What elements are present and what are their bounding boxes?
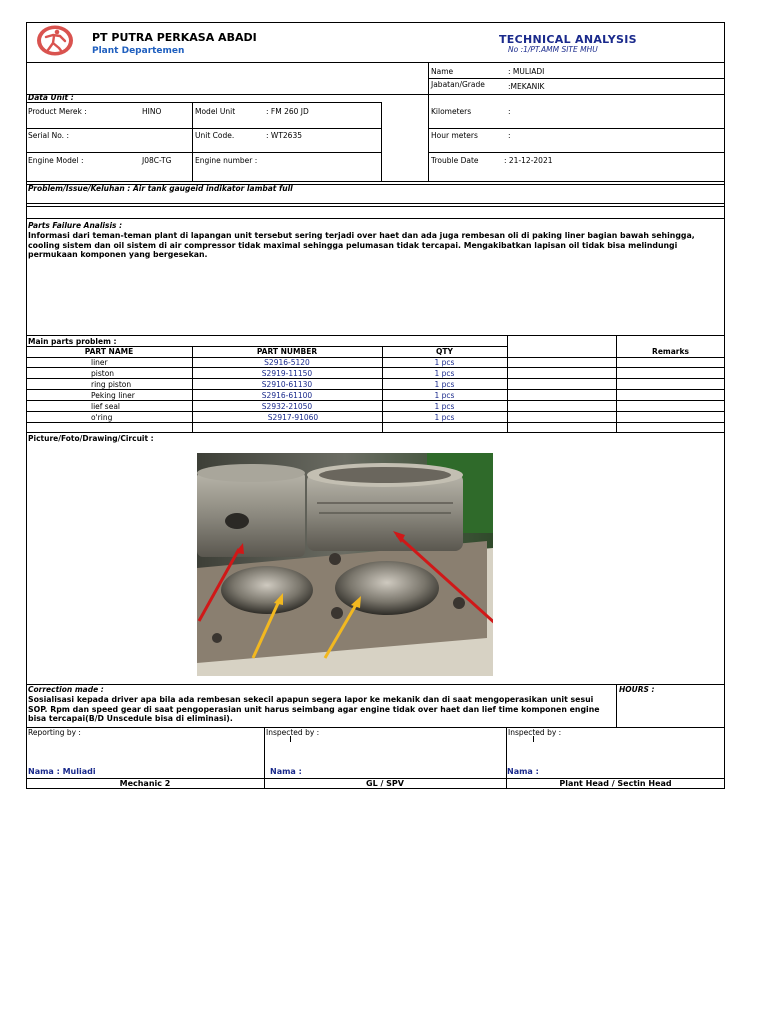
col-part-name: PART NAME <box>84 347 134 356</box>
table-row-qty: 1 pcs <box>434 402 455 411</box>
inspected-by-label-2: Inspected by : <box>508 728 562 737</box>
divider <box>290 736 291 742</box>
data-unit-heading: Data Unit : <box>28 93 74 102</box>
name-label: Name <box>431 67 454 76</box>
table-row-part-name: liner <box>91 358 108 367</box>
table-row-part-number: S2910-61130 <box>261 380 313 389</box>
role-plant-head: Plant Head / Sectin Head <box>559 779 672 788</box>
table-row-part-name: ring piston <box>91 380 132 389</box>
model-value: : FM 260 JD <box>266 107 309 116</box>
engine-number-label: Engine number : <box>195 156 258 165</box>
table-row-part-number: S2916-5120 <box>264 358 310 367</box>
engine-parts-photo <box>197 453 493 676</box>
table-row-part-number: S2917-91060 <box>267 413 319 422</box>
inspected-by-label-1: Inspected by : <box>266 728 320 737</box>
document-number: No :1/PT.AMM SITE MHU <box>508 45 598 54</box>
table-row-qty: 1 pcs <box>434 391 455 400</box>
table-row-part-number: S2919-11150 <box>261 369 313 378</box>
unit-code-label: Unit Code. <box>195 131 235 140</box>
signer-name-2: Nama : <box>270 767 302 776</box>
unit-code-value: : WT2635 <box>266 131 302 140</box>
divider <box>533 736 534 742</box>
grade-label: Jabatan/Grade <box>431 80 485 89</box>
km-label: Kilometers <box>431 107 472 116</box>
document-title: TECHNICAL ANALYSIS <box>499 33 637 46</box>
km-value: : <box>508 107 511 116</box>
signer-name-1: Nama : Muliadi <box>28 767 96 776</box>
table-row-part-number: S2932-21050 <box>261 402 313 411</box>
table-row-part-name: lief seal <box>91 402 121 411</box>
correction-text: Sosialisasi kepada driver apa bila ada rembesan sekecil apapun segera lapor ke mekanik dan di saat mengoperasikan unit sesui SOP. Rpm dan speed gear di saat pengoperasian unit harus seimbang agar engine tidak over haet dan lief time komponen engine bisa tercapai(B/D Unscedule bisa di eliminasi). <box>28 695 600 724</box>
hm-label: Hour meters <box>431 131 478 140</box>
product-label: Product Merek : <box>28 107 87 116</box>
reporting-by-label: Reporting by : <box>28 728 81 737</box>
table-row-part-number: S2916-61100 <box>261 391 313 400</box>
hm-value: : <box>508 131 511 140</box>
table-row-part-name: piston <box>91 369 115 378</box>
correction-heading: Correction made : <box>28 685 104 694</box>
engine-model-value: J08C-TG <box>142 156 172 165</box>
picture-heading: Picture/Foto/Drawing/Circuit : <box>28 434 154 443</box>
signer-name-3: Nama : <box>507 767 539 776</box>
grade-value: :MEKANIK <box>508 82 545 91</box>
department-name: Plant Departemen <box>92 46 185 56</box>
engine-model-label: Engine Model : <box>28 156 84 165</box>
table-row-qty: 1 pcs <box>434 369 455 378</box>
name-value: : MULIADI <box>508 67 545 76</box>
table-row-qty: 1 pcs <box>434 413 455 422</box>
model-label: Model Unit <box>195 107 236 116</box>
table-row-part-name: o'ring <box>91 413 113 422</box>
product-value: HINO <box>142 107 162 116</box>
table-row-part-name: Peking liner <box>91 391 135 400</box>
table-row-qty: 1 pcs <box>434 380 455 389</box>
role-mechanic: Mechanic 2 <box>119 779 171 788</box>
role-gl-spv: GL / SPV <box>366 779 404 788</box>
trouble-date-value: : 21-12-2021 <box>504 156 553 165</box>
failure-text: Informasi dari teman-teman plant di lapangan unit tersebut sering terjadi over haet dan ada juga rembesan oli di paking liner bagian bawah sehingga, cooling sistem dan oil sistem di air compressor tidak maximal sehingga pelumasan tidak tercapai. Mengakibatkan lapisan oil tidak bisa melindungi permukaan komponen yang bergesekan. <box>28 231 695 260</box>
parts-heading: Main parts problem : <box>28 337 117 346</box>
serial-label: Serial No. : <box>28 131 69 140</box>
trouble-date-label: Trouble Date <box>431 156 479 165</box>
table-row-qty: 1 pcs <box>434 358 455 367</box>
problem-statement: Problem/Issue/Keluhan : Air tank gaugeid indikator lambat full <box>28 184 293 193</box>
company-name: PT PUTRA PERKASA ABADI <box>92 31 257 44</box>
company-logo-icon <box>36 25 74 56</box>
col-qty: QTY <box>436 347 453 356</box>
col-part-number: PART NUMBER <box>256 347 318 356</box>
hours-label: HOURS : <box>619 685 655 694</box>
col-remarks: Remarks <box>652 347 689 356</box>
failure-heading: Parts Failure Analisis : <box>28 221 123 230</box>
